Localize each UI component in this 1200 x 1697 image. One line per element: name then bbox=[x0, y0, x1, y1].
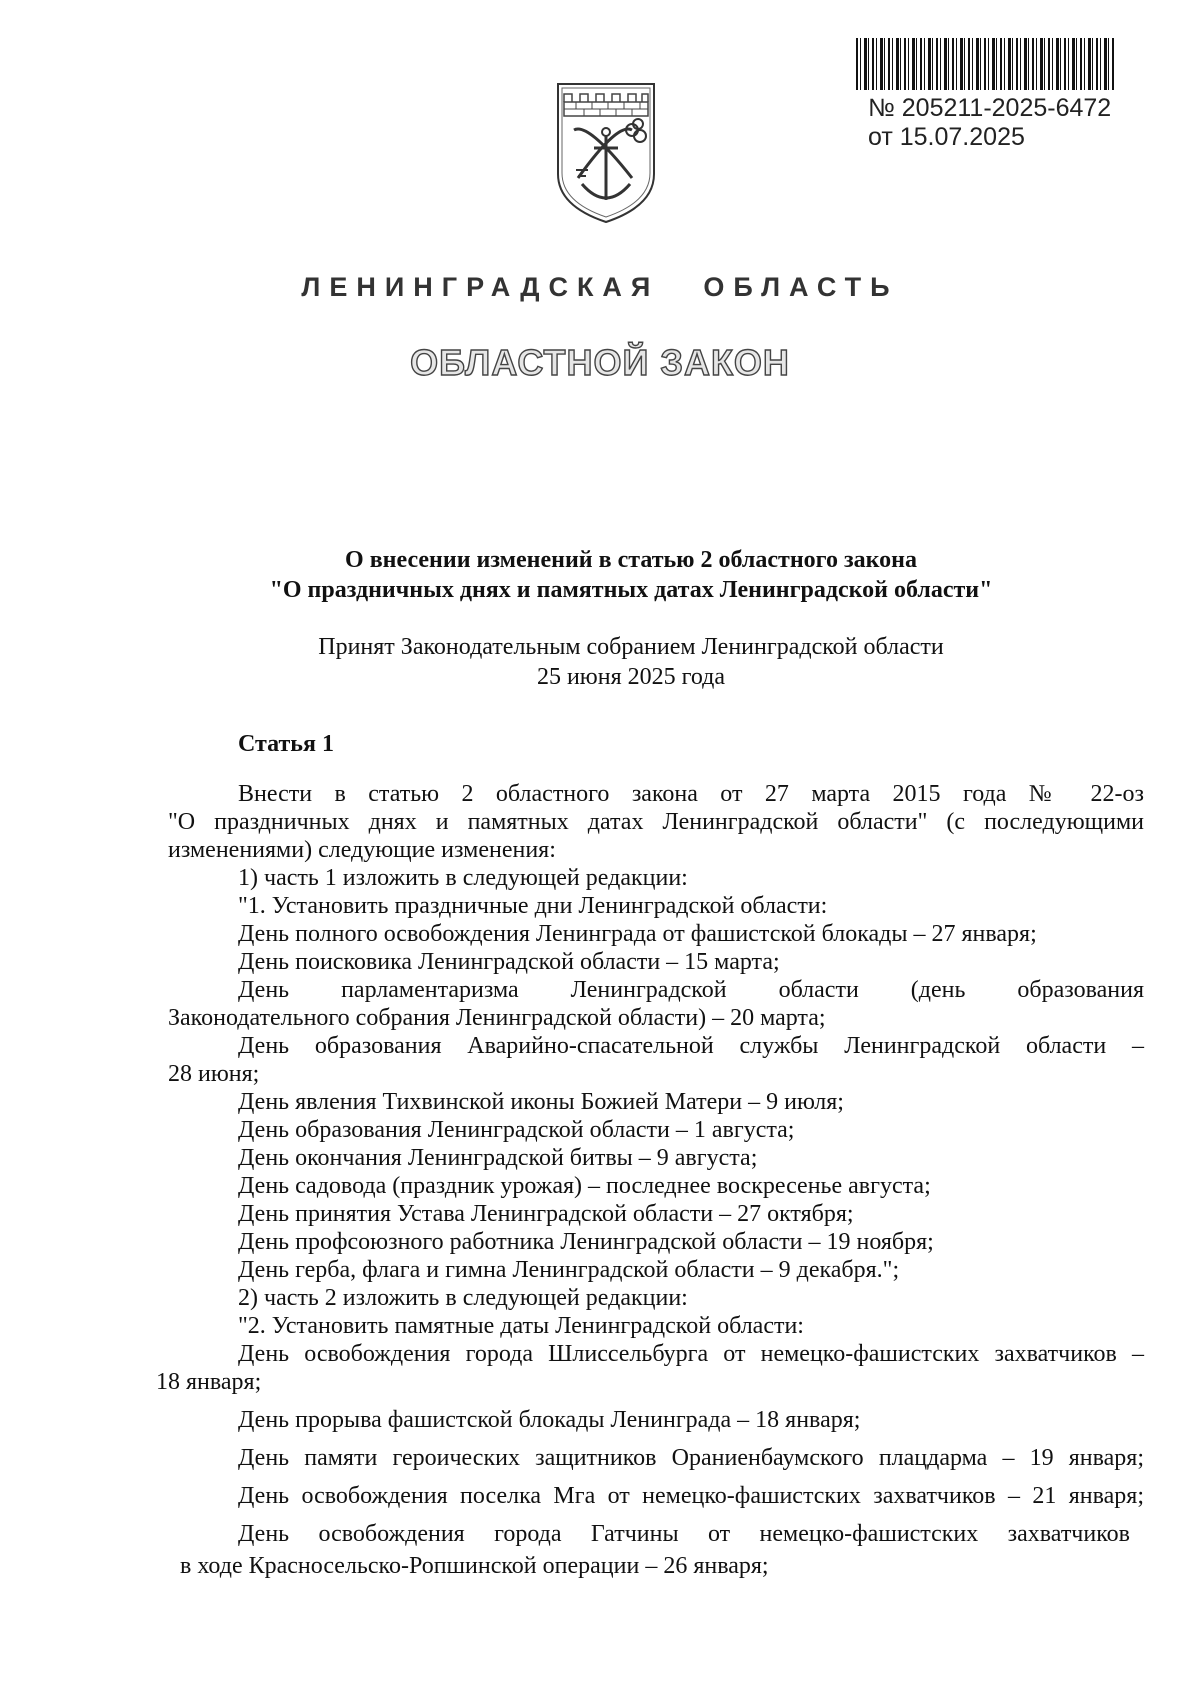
body-line: День прорыва фашистской блокады Ленинграда – 18 января; bbox=[238, 1407, 861, 1433]
body-line: 28 июня; bbox=[168, 1061, 260, 1087]
body-line: День поисковика Ленинградской области – 15 марта; bbox=[238, 949, 780, 975]
law-title-line-1: О внесении изменений в статью 2 областного закона bbox=[345, 547, 917, 573]
law-title-line-2: "О праздничных днях и памятных датах Ленинградской области" bbox=[269, 577, 993, 603]
body-line: День освобождения города Гатчины от немецко-фашистских захватчиков bbox=[238, 1521, 1130, 1547]
body-line: День герба, флага и гимна Ленинградской области – 9 декабря."; bbox=[238, 1257, 900, 1283]
body-line: День памяти героических защитников Ораниенбаумского плацдарма – 19 января; bbox=[238, 1445, 1144, 1471]
body-line: День освобождения поселка Мга от немецко-фашистских захватчиков – 21 января; bbox=[238, 1483, 1144, 1509]
body-line: День принятия Устава Ленинградской области – 27 октября; bbox=[238, 1201, 854, 1227]
body-line: 1) часть 1 изложить в следующей редакции: bbox=[238, 865, 688, 891]
region-name bbox=[0, 272, 1200, 303]
body-line: День садовода (праздник урожая) – последнее воскресенье августа; bbox=[238, 1173, 931, 1199]
barcode bbox=[856, 38, 1114, 90]
adoption-note bbox=[0, 632, 1200, 692]
registration-number: № 205211-2025-6472 bbox=[868, 94, 1112, 122]
body-line: День явления Тихвинской иконы Божией Матери – 9 июля; bbox=[238, 1089, 844, 1115]
body-line: Законодательного собрания Ленинградской области) – 20 марта; bbox=[168, 1005, 826, 1031]
body-line: День полного освобождения Ленинграда от фашистской блокады – 27 января; bbox=[238, 921, 1037, 947]
body-line: Внести в статью 2 областного закона от 27 марта 2015 года № 22-оз bbox=[238, 781, 1144, 807]
body-line: День парламентаризма Ленинградской области (день образования bbox=[238, 977, 1144, 1003]
registration-date: от 15.07.2025 bbox=[868, 123, 1025, 151]
body-line: 2) часть 2 изложить в следующей редакции: bbox=[238, 1285, 688, 1311]
body-line: "2. Установить памятные даты Ленинградской области: bbox=[238, 1313, 804, 1339]
law-title bbox=[0, 545, 1200, 605]
body-line: "1. Установить праздничные дни Ленинградской области: bbox=[238, 893, 828, 919]
body-line: День образования Аварийно-спасательной службы Ленинградской области – bbox=[238, 1033, 1144, 1059]
adoption-line-1: Принят Законодательным собранием Ленинградской области bbox=[318, 634, 944, 660]
body-line: День профсоюзного работника Ленинградской области – 19 ноября; bbox=[238, 1229, 934, 1255]
body-line: День освобождения города Шлиссельбурга от немецко-фашистских захватчиков – bbox=[238, 1341, 1144, 1367]
body-line: 18 января; bbox=[156, 1369, 262, 1395]
body-line: День образования Ленинградской области – 1 августа; bbox=[238, 1117, 795, 1143]
adoption-line-2: 25 июня 2025 года bbox=[536, 664, 726, 690]
region-word-2: ОБЛАСТЬ bbox=[703, 272, 899, 302]
body-line: "О праздничных днях и памятных датах Ленинградской области" (с последующими bbox=[168, 809, 1144, 835]
registration-block bbox=[868, 94, 1111, 152]
body-line: в ходе Красносельско-Ропшинской операции – 26 января; bbox=[180, 1553, 769, 1579]
body-line: изменениями) следующие изменения: bbox=[168, 837, 556, 863]
coat-of-arms-icon bbox=[552, 78, 660, 226]
body-line: День окончания Ленинградской битвы – 9 августа; bbox=[238, 1145, 758, 1171]
law-type-heading: ОБЛАСТНОЙ ЗАКОН bbox=[410, 342, 790, 383]
article-heading: Статья 1 bbox=[238, 731, 334, 757]
region-word-1: ЛЕНИНГРАДСКАЯ bbox=[301, 272, 660, 302]
